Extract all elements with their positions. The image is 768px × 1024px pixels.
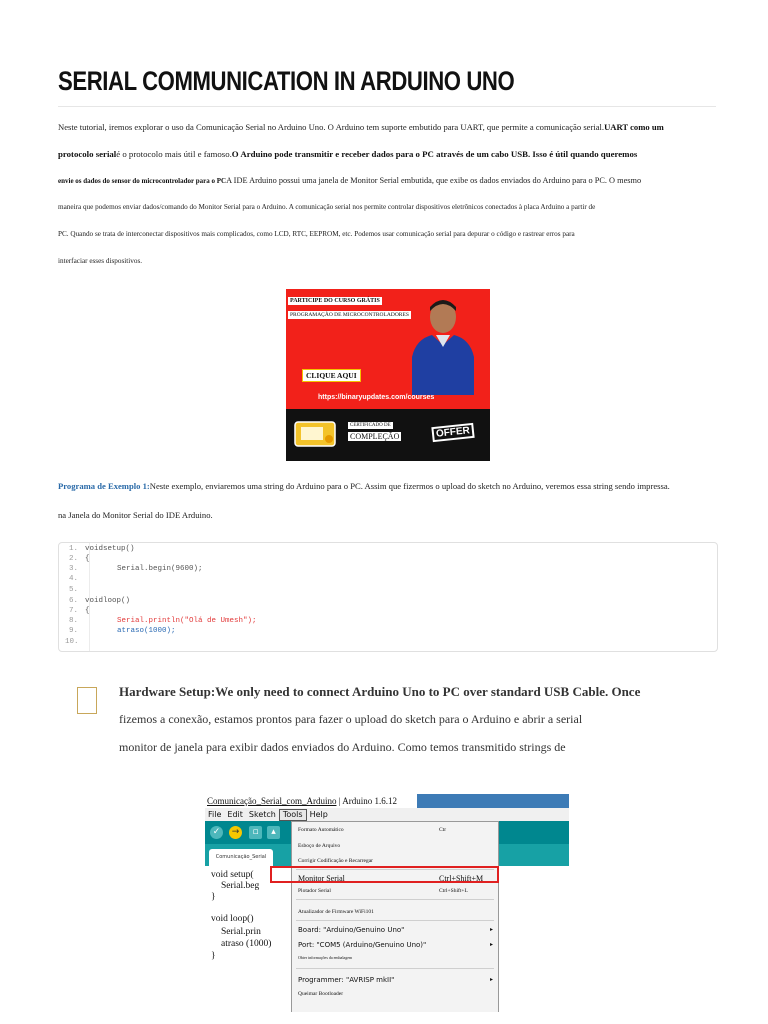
page-title: SERIAL COMMUNICATION IN ARDUINO UNO bbox=[58, 66, 515, 96]
sketch-tab[interactable]: Comunicação_Serial bbox=[209, 849, 273, 866]
menu-item-port[interactable]: Port: "COM5 (Arduino/Genuino Uno)" ▸ bbox=[298, 941, 494, 949]
serial-monitor-highlight bbox=[270, 866, 499, 883]
ide-menu-bar bbox=[205, 808, 569, 821]
certificate-label: CERTIFICADO DE bbox=[350, 423, 391, 428]
arduino-ide-screenshot bbox=[205, 794, 569, 1012]
menu-tools[interactable]: Tools bbox=[279, 809, 307, 821]
menu-item-wifi-updater[interactable]: Atualizador de Firmware WiFi101 bbox=[298, 909, 374, 915]
checkbox-icon[interactable] bbox=[77, 687, 97, 714]
ide-code-line: Serial.beg bbox=[221, 881, 260, 891]
banner-url[interactable]: https://binaryupdates.com/courses bbox=[318, 394, 435, 401]
menu-item-fix-encoding[interactable]: Corrigir Codificação e Recarregar bbox=[298, 858, 373, 864]
menu-item-board[interactable]: Board: "Arduino/Genuino Uno" ▸ bbox=[298, 926, 494, 934]
menu-edit[interactable]: Edit bbox=[227, 810, 243, 819]
instructor-photo bbox=[408, 295, 478, 395]
submenu-arrow-icon: ▸ bbox=[490, 926, 494, 933]
ide-code-line: } bbox=[211, 892, 216, 902]
intro-line-2: protocolo serialé o protocolo mais útil e famoso.O Arduino pode transmitir e receber dados para o PC através de um cabo USB. Isso é útil quando queremos bbox=[58, 149, 638, 159]
open-icon[interactable]: ▴ bbox=[267, 826, 280, 839]
menu-item-programmer[interactable]: Programmer: "AVRISP mkII" ▸ bbox=[298, 976, 494, 984]
ide-code-line: void loop() bbox=[211, 914, 254, 924]
menu-sketch[interactable]: Sketch bbox=[248, 810, 276, 819]
verify-icon[interactable]: ✓ bbox=[210, 826, 223, 839]
ide-code-line: void setup( bbox=[211, 870, 254, 880]
tools-dropdown-menu bbox=[291, 821, 499, 1012]
banner-free-course-label: PARTICIPE DO CURSO GRÁTIS bbox=[290, 298, 380, 304]
upload-icon[interactable]: → bbox=[229, 826, 242, 839]
code-block[interactable]: 1. voidsetup() 2. { 3. Serial.begin(9600); 4. 5. 6. voidloop() 7. { 8. Serial.println("Olá de Umesh"); 9. atraso(1000); 10. bbox=[58, 542, 718, 652]
intro-line-1: Neste tutorial, iremos explorar o uso da Comunicação Serial no Arduino Uno. O Arduino tem suporte embutido para UART, que permite a comunicação serial.UART como um bbox=[58, 122, 664, 132]
menu-separator bbox=[296, 968, 494, 969]
menu-separator bbox=[296, 920, 494, 921]
menu-item-serial-monitor[interactable]: Monitor Serial Ctrl+Shift+M bbox=[298, 874, 484, 883]
ide-title-bar-fill bbox=[417, 794, 569, 808]
ide-code-line: } bbox=[211, 951, 216, 961]
completion-label: COMPLEÇÃO bbox=[350, 432, 400, 441]
ide-code-line: Serial.prin bbox=[221, 927, 261, 937]
intro-line-6: interfaciar esses dispositivos. bbox=[58, 257, 143, 265]
menu-file[interactable]: File bbox=[208, 810, 222, 819]
intro-line-4: maneira que podemos enviar dados/comando do Monitor Serial para o Arduino. A comunicação serial nos permite controlar dispositivos eletrônicos conectados à placa Arduino a partir de bbox=[58, 203, 596, 211]
title-divider bbox=[58, 106, 716, 107]
menu-item-serial-plotter[interactable]: Plotador Serial Ctrl+Shift+L bbox=[298, 888, 468, 894]
submenu-arrow-icon: ▸ bbox=[490, 941, 494, 948]
ide-title-bar: Comunicação_Serial_com_Arduino | Arduino 1.6.12 bbox=[205, 794, 569, 808]
banner-course-name: PROGRAMAÇÃO DE MICROCONTROLADORES bbox=[290, 312, 409, 318]
menu-separator bbox=[296, 899, 494, 900]
intro-line-3: envie os dados do sensor do microcontrolador para o PCA IDE Arduino possui uma janela de Monitor Serial embutida, que exibe os dados enviados do Arduino para o PC. O mesmo bbox=[58, 176, 642, 185]
menu-item-board-info[interactable]: Obter informações da embalagem bbox=[298, 955, 353, 960]
example-intro: Programa de Exemplo 1:Neste exemplo, enviaremos uma string do Arduino para o PC. Assim que fizermos o upload do sketch no Arduino, veremos essa string sendo impressa. bbox=[58, 481, 670, 491]
intro-line-5: PC. Quando se trata de interconectar dispositivos mais complicados, como LCD, RTC, EEPROM, etc. Podemos usar comunicação serial para depurar o código e rastrear erros para bbox=[58, 230, 575, 238]
hardware-line-3: monitor de janela para exibir dados enviados do Arduino. Como temos transmitido strings de bbox=[119, 740, 566, 754]
menu-item-burn-bootloader[interactable]: Queimar Bootloader bbox=[298, 991, 344, 997]
menu-item-archive-sketch[interactable]: Esboço de Arquivo bbox=[298, 843, 341, 849]
click-here-button[interactable]: CLIQUE AQUI bbox=[302, 369, 361, 382]
certificate-icon bbox=[294, 419, 340, 449]
course-ad-banner[interactable] bbox=[286, 289, 490, 461]
menu-help[interactable]: Help bbox=[309, 810, 328, 819]
submenu-arrow-icon: ▸ bbox=[490, 976, 494, 983]
ide-code-line: atraso (1000) bbox=[221, 939, 272, 949]
hardware-line-2: fizemos a conexão, estamos prontos para fazer o upload do sketch para o Arduino e abrir a serial bbox=[119, 712, 583, 726]
offer-stamp: OFFER bbox=[431, 423, 474, 442]
hardware-setup-heading: Hardware Setup:We only need to connect Arduino Uno to PC over standard USB Cable. Once bbox=[119, 684, 641, 699]
example-intro-cont: na Janela do Monitor Serial do IDE Arduino. bbox=[58, 510, 213, 520]
menu-item-auto-format[interactable]: Formato Automático Ctr bbox=[298, 827, 447, 833]
new-file-icon[interactable]: ▫ bbox=[249, 826, 262, 839]
